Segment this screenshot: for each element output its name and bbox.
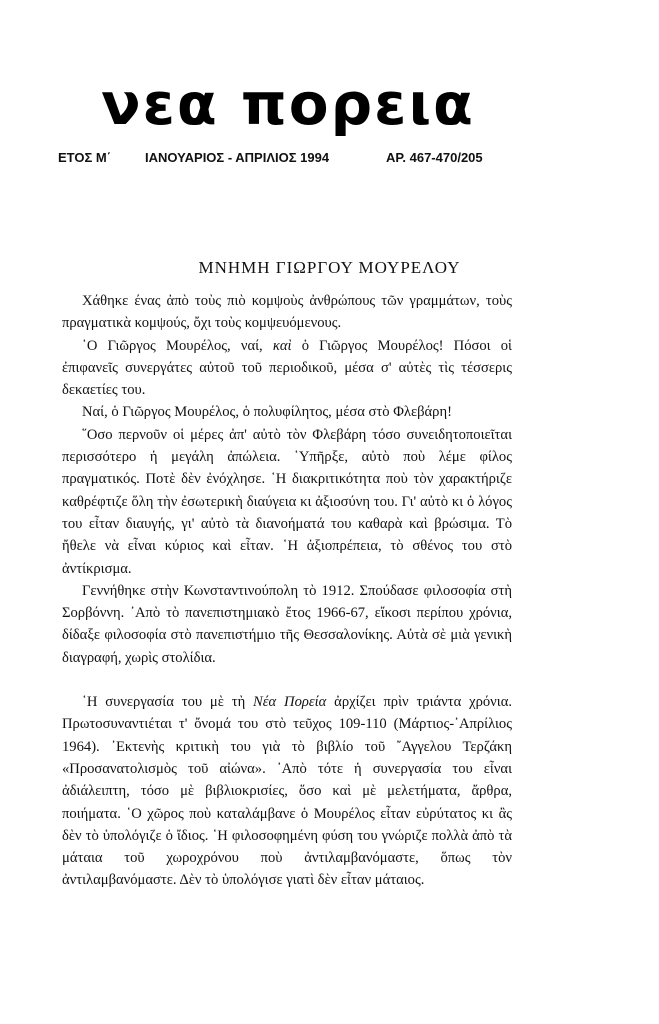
issue-number: ΑΡ. 467-470/205 [386, 150, 483, 165]
paragraph-6 [62, 691, 512, 892]
paragraph-2-start: ῾Ο Γιῶργος Μουρέλος, ναί, [82, 337, 273, 354]
article-body [62, 290, 512, 892]
paragraph-5: Γεννήθηκε στὴν Κωνσταντινούπολη τὸ 1912. Σπούδασε φιλοσοφία στὴ Σορβόννη. ᾿Απὸ τὸ πανεπιστημιακὸ ἔτος 1966-67, εἴκοσι περίπου χρόνια, δίδαξε φιλοσοφία στὸ πανεπιστήμιο τῆς Θεσσαλονίκης. Αὐτὰ σὲ μιὰ γενικὴ διαγραφή, χωρὶς στολίδια. [62, 582, 512, 666]
article-heading: ΜΝΗΜΗ ΓΙΩΡΓΟΥ ΜΟΥΡΕΛΟΥ [198, 258, 461, 277]
paragraph-6-end: ἀρχίζει πρὶν τριάντα χρόνια. Πρωτοσυναντιέται τ' ὄνομά του στὸ τεῦχος 109-110 (Μάρτιος-᾿Απρίλιος 1964). ᾿Εκτενὴς κριτικὴ του γιὰ τὸ βιβλίο τοῦ ῎Αγγελου Τερζάκη «Προσανατολισμὸς τοῦ αἰώνα». ᾿Απὸ τότε ἡ συνεργασία του εἶναι ἀδιάλειπτη, τόσο μὲ βιβλιοκρισίες, ὅσο καὶ μὲ μελετήματα, ἄρθρα, ποιήματα. ῾Ο χῶρος ποὺ καταλάμβανε ὁ Μουρέλος εἶταν εὐρύτατος κι ἂς δὲν τὸ ὑπολόγιζε ὁ ἴδιος. ῾Η φιλοσοφημένη φύση του γνώριζε πολλὰ ἀπὸ τὰ μάταια τοῦ χωροχρόνου ποὺ ἀντιλαμβανόμαστε, ὅπως τὸν ἀντιλαμβανόμαστε. Δὲν τὸ ὑπολόγισε γιατὶ δὲν εἶταν μάταιος. [62, 694, 512, 889]
paragraph-6-start: ῾Η συνεργασία του μὲ τὴ [82, 694, 254, 711]
paragraph-3: Ναί, ὁ Γιῶργος Μουρέλος, ὁ πολυφίλητος, μέσα στὸ Φλεβάρη! [82, 404, 452, 421]
paragraph-1: Χάθηκε ένας ἀπὸ τοὺς πιὸ κομψοὺς ἀνθρώπους τῶν γραμμάτων, τοὺς πραγματικὰ κομψούς, ὄχι τοὺς κομψευόμενους. [62, 293, 512, 332]
issue-year: ΕΤΟΣ Μ΄ [58, 150, 112, 165]
issue-dates: ΙΑΝΟΥΑΡΙΟΣ - ΑΠΡΙΛΙΟΣ 1994 [145, 150, 330, 165]
paragraph-4: ῞Οσο περνοῦν οἱ μέρες ἀπ' αὐτὸ τὸν Φλεβάρη τόσο συνειδητοποιεῖται περισσότερο ἡ μεγάλη ἀπώλεια. ῾Υπῆρξε, αὐτὸ ποὺ λέμε φίλος πραγματικός. Ποτὲ δὲν ἐνόχλησε. ῾Η διακριτικότητα ποὺ τὸν χαρακτήριζε καθρέφτιζε ὅλη τὴν ἐσωτερικὴ διαύγεια κι ἀξιοσύνη του. Γι' αὐτὸ κι ὁ λόγος του εἶταν διαυγής, γι' αὐτὸ τὰ διανοήματά του καθαρὰ καὶ βρώσιμα. Τὸ ἤθελε νὰ εἶναι κύριος καὶ εἶταν. ῾Η ἀξιοπρέπεια, τὸ σθένος του στὸ ἀντίκρισμα. [62, 426, 512, 577]
paragraph-2 [62, 335, 512, 402]
paragraph-2-end: ὁ Γιῶργος Μουρέλος! Πόσοι οἱ ἐπιφανεῖς συνεργάτες αὐτοῦ τοῦ περιοδικοῦ, μέσα σ' αὐτὲς τὶς τέσσερις δεκαετίες του. [62, 337, 512, 399]
paragraph-6-journal-title: Νέα Πορεία [253, 694, 327, 711]
paragraph-2-emphasis: καὶ [272, 337, 292, 354]
magazine-title: νεα πορεια [101, 70, 475, 138]
